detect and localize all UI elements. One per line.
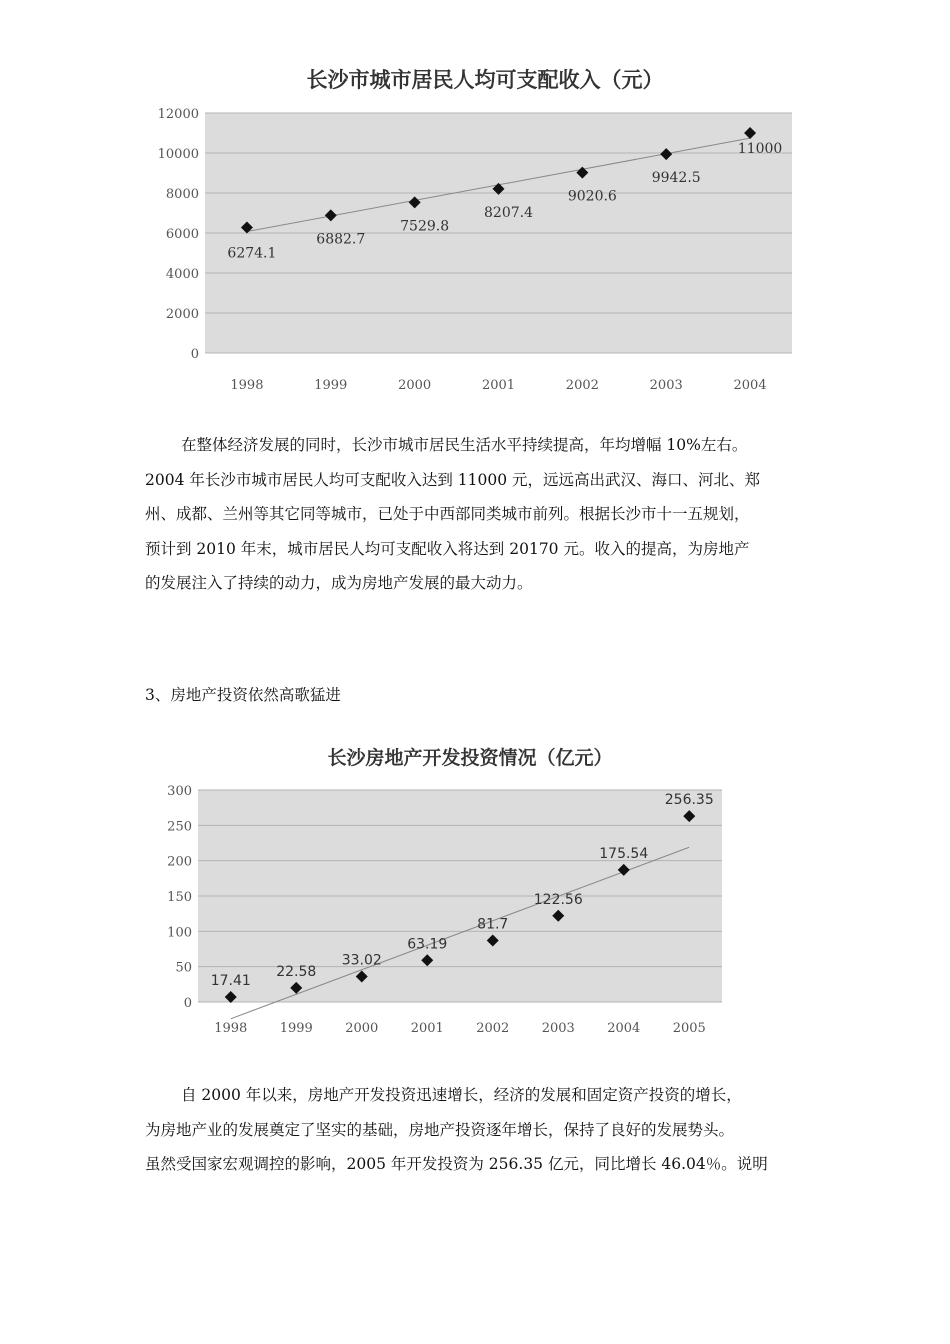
x-tick-label: 2003 bbox=[649, 378, 683, 393]
paragraph-income bbox=[145, 428, 890, 601]
x-tick-label: 1999 bbox=[279, 1021, 313, 1036]
data-label: 11000 bbox=[737, 141, 783, 157]
data-label: 9020.6 bbox=[567, 188, 617, 205]
data-label: 9942.5 bbox=[651, 170, 701, 187]
data-label: 22.58 bbox=[276, 963, 317, 980]
data-label: 81.7 bbox=[477, 916, 509, 933]
paragraph-line: 虽然受国家宏观调控的影响，2005 年开发投资为 256.35 亿元，同比增长 46.04％。说明 bbox=[145, 1155, 768, 1173]
y-tick-label: 4000 bbox=[165, 267, 199, 282]
y-tick-label: 150 bbox=[167, 890, 192, 905]
paragraph-line: 预计到 2010 年末，城市居民人均可支配收入将达到 20170 元。收入的提高，为房地产 bbox=[145, 539, 750, 558]
x-tick-label: 2000 bbox=[398, 378, 432, 393]
data-label: 6274.1 bbox=[227, 245, 277, 262]
paragraph-line: 为房地产业的发展奠定了坚实的基础，房地产投资逐年增长，保持了良好的发展势头。 bbox=[145, 1120, 735, 1139]
paragraph-line: 的发展注入了持续的动力，成为房地产发展的最大动力。 bbox=[145, 574, 533, 592]
income-chart bbox=[150, 55, 810, 415]
data-label: 122.56 bbox=[533, 891, 583, 908]
x-tick-label: 1998 bbox=[214, 1021, 248, 1036]
x-tick-label: 2004 bbox=[607, 1021, 641, 1036]
paragraph-line: 2004 年长沙市城市居民人均可支配收入达到 11000 元，远远高出武汉、海口、河北、郑 bbox=[145, 470, 761, 489]
x-tick-label: 1999 bbox=[314, 378, 348, 393]
paragraph-line: 在整体经济发展的同时，长沙市城市居民生活水平持续提高，年均增幅 10%左右。 bbox=[181, 436, 748, 454]
chart-title: 长沙房地产开发投资情况（亿元） bbox=[327, 747, 613, 769]
data-label: 17.41 bbox=[210, 973, 251, 990]
investment-chart bbox=[150, 735, 740, 1045]
income-chart-svg bbox=[150, 55, 810, 415]
x-tick-label: 1998 bbox=[230, 378, 264, 393]
investment-chart-svg bbox=[150, 735, 740, 1045]
data-label: 33.02 bbox=[341, 952, 382, 969]
y-tick-label: 8000 bbox=[165, 187, 199, 202]
x-tick-label: 2001 bbox=[410, 1021, 444, 1036]
y-tick-label: 0 bbox=[183, 996, 192, 1011]
x-tick-label: 2000 bbox=[345, 1021, 379, 1036]
data-label: 63.19 bbox=[407, 936, 448, 953]
chart-title: 长沙市城市居民人均可支配收入（元） bbox=[306, 68, 664, 92]
x-tick-label: 2004 bbox=[733, 378, 767, 393]
data-label: 6882.7 bbox=[316, 231, 366, 248]
paragraph-line: 州、成都、兰州等其它同等城市，已处于中西部同类城市前列。根据长沙市十一五规划， bbox=[145, 505, 750, 523]
y-tick-label: 300 bbox=[167, 784, 192, 799]
y-tick-label: 10000 bbox=[157, 147, 199, 162]
x-tick-label: 2002 bbox=[476, 1021, 510, 1036]
y-tick-label: 250 bbox=[167, 819, 192, 835]
y-tick-label: 100 bbox=[167, 925, 192, 941]
section-heading: 3、房地产投资依然高歌猛进 bbox=[145, 686, 341, 704]
y-tick-label: 200 bbox=[167, 854, 192, 870]
y-tick-label: 6000 bbox=[165, 227, 199, 242]
x-tick-label: 2005 bbox=[672, 1021, 706, 1036]
x-tick-label: 2001 bbox=[481, 378, 516, 393]
x-tick-label: 2003 bbox=[541, 1021, 575, 1036]
y-tick-label: 2000 bbox=[165, 307, 199, 322]
data-label: 256.35 bbox=[664, 792, 714, 809]
paragraph-line: 自 2000 年以来，房地产开发投资迅速增长，经济的发展和固定资产投资的增长， bbox=[181, 1086, 742, 1104]
y-tick-label: 50 bbox=[175, 960, 192, 976]
data-label: 7529.8 bbox=[400, 218, 450, 235]
data-label: 175.54 bbox=[599, 845, 649, 862]
y-tick-label: 0 bbox=[190, 347, 199, 362]
y-tick-label: 12000 bbox=[157, 107, 199, 122]
paragraph-investment bbox=[145, 1078, 890, 1182]
x-tick-label: 2002 bbox=[565, 378, 599, 393]
data-label: 8207.4 bbox=[484, 204, 533, 221]
